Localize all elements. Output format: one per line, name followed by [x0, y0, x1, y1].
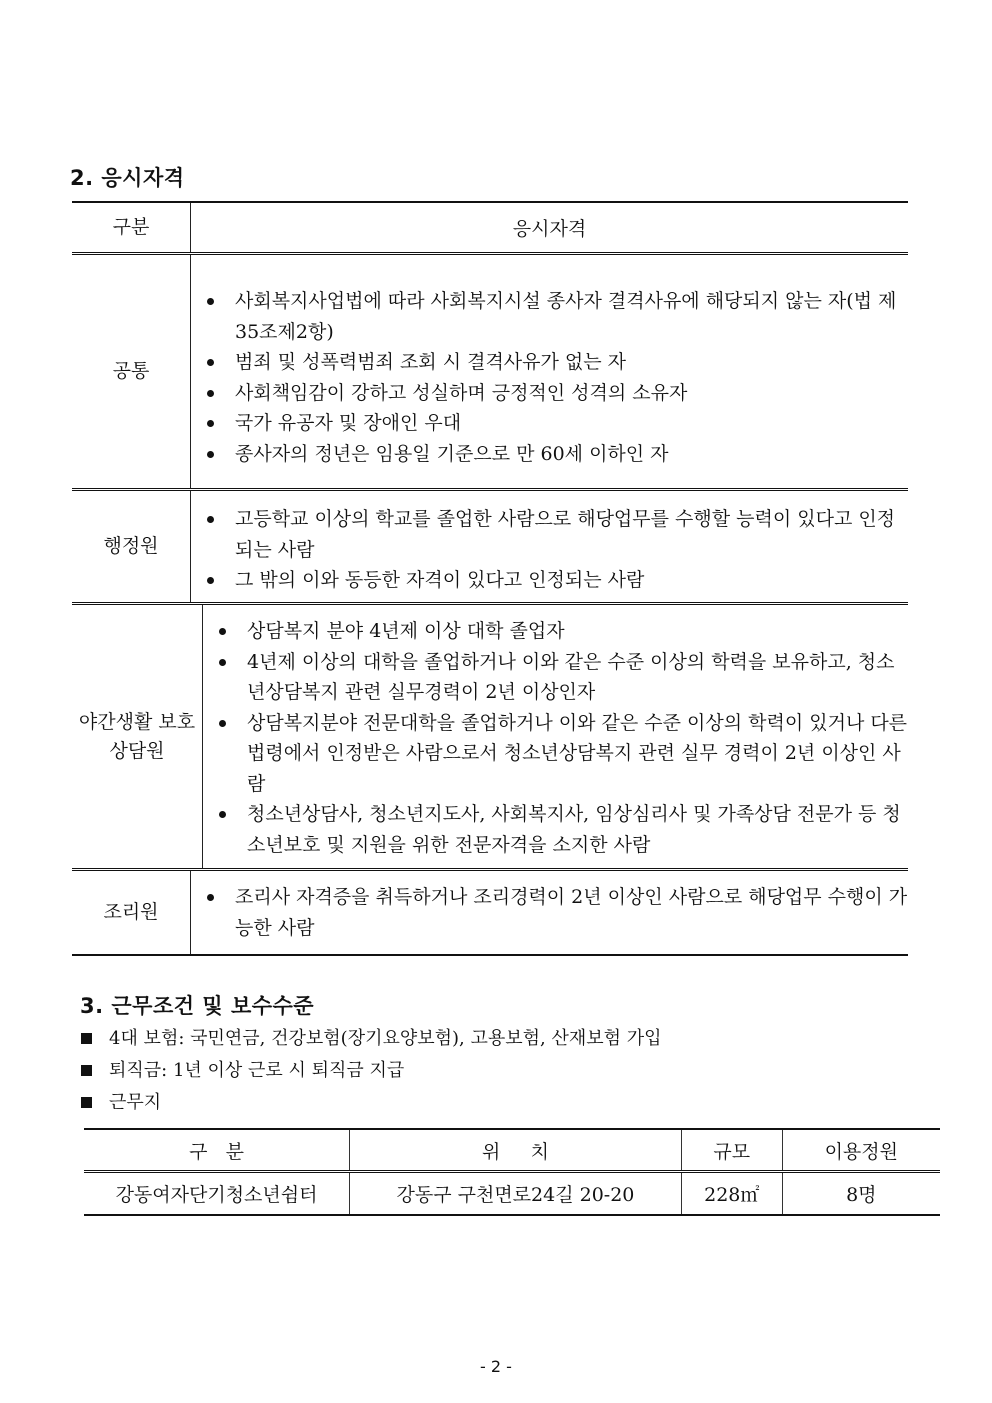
cell-capacity: 8명 — [782, 1172, 940, 1216]
header-division: 구 분 — [84, 1129, 350, 1172]
list-item: 퇴직금: 1년 이상 근로 시 퇴직금 지급 — [80, 1055, 662, 1087]
list-item: 청소년상담사, 청소년지도사, 사회복지사, 임상심리사 및 가족상담 전문가 등 청소년보호 및 지원을 위한 전문자격을 소지한 사람 — [217, 799, 908, 860]
qualification-row-admin — [72, 488, 908, 602]
section-3-title: 3. 근무조건 및 보수수준 — [80, 994, 315, 1018]
list-item: 조리사 자격증을 취득하거나 조리경력이 2년 이상인 사람으로 해당업무 수행이 가능한 사람 — [205, 882, 908, 943]
header-capacity: 이용정원 — [782, 1129, 940, 1172]
qualification-row-night-counselor — [72, 602, 908, 868]
qualification-table-header — [72, 201, 908, 252]
table-row — [84, 1172, 940, 1216]
list-item: 국가 유공자 및 장애인 우대 — [205, 408, 908, 439]
list-item: 종사자의 정년은 임용일 기준으로 만 60세 이하인 자 — [205, 439, 908, 470]
section-2-title: 2. 응시자격 — [70, 166, 185, 190]
table-header-row — [84, 1129, 940, 1172]
header-size: 규모 — [681, 1129, 782, 1172]
cell-facility-name: 강동여자단기청소년쉼터 — [84, 1172, 350, 1216]
list-item: 사회복지사업법에 따라 사회복지시설 종사자 결격사유에 해당되지 않는 자(법 제35조제2항) — [205, 286, 908, 347]
cell-address: 강동구 구천면로24길 20-20 — [350, 1172, 682, 1216]
row-category: 야간생활 보호상담원 — [72, 605, 203, 868]
qualification-row-cook — [72, 868, 908, 956]
list-item: 그 밖의 이와 동등한 자격이 있다고 인정되는 사람 — [205, 565, 908, 596]
qualification-row-common — [72, 252, 908, 488]
work-location-table — [84, 1128, 940, 1216]
header-location: 위 치 — [350, 1129, 682, 1172]
header-category: 구분 — [72, 203, 191, 252]
list-item: 4년제 이상의 대학을 졸업하거나 이와 같은 수준 이상의 학력을 보유하고, 청소년상담복지 관련 실무경력이 2년 이상인자 — [217, 647, 908, 708]
list-item: 범죄 및 성폭력범죄 조회 시 결격사유가 없는 자 — [205, 347, 908, 378]
header-qualification: 응시자격 — [512, 218, 587, 240]
list-item: 사회책임감이 강하고 성실하며 긍정적인 성격의 소유자 — [205, 378, 908, 409]
row-category: 조리원 — [72, 871, 191, 954]
row-category: 행정원 — [72, 491, 191, 602]
list-item: 상담복지분야 전문대학을 졸업하거나 이와 같은 수준 이상의 학력이 있거나 다른 법령에서 인정받은 사람으로서 청소년상담복지 관련 실무 경력이 2년 이상인 사람 — [217, 708, 908, 800]
qualification-table — [72, 201, 908, 956]
list-item: 근무지 — [80, 1087, 662, 1119]
page-number: - 2 - — [480, 1357, 512, 1376]
work-conditions-list — [80, 1023, 662, 1119]
list-item: 상담복지 분야 4년제 이상 대학 졸업자 — [217, 616, 908, 647]
list-item: 고등학교 이상의 학교를 졸업한 사람으로 해당업무를 수행할 능력이 있다고 인정되는 사람 — [205, 504, 908, 565]
list-item: 4대 보험: 국민연금, 건강보험(장기요양보험), 고용보험, 산재보험 가입 — [80, 1023, 662, 1055]
cell-size: 228㎡ — [681, 1172, 782, 1216]
row-category: 공통 — [72, 255, 191, 488]
